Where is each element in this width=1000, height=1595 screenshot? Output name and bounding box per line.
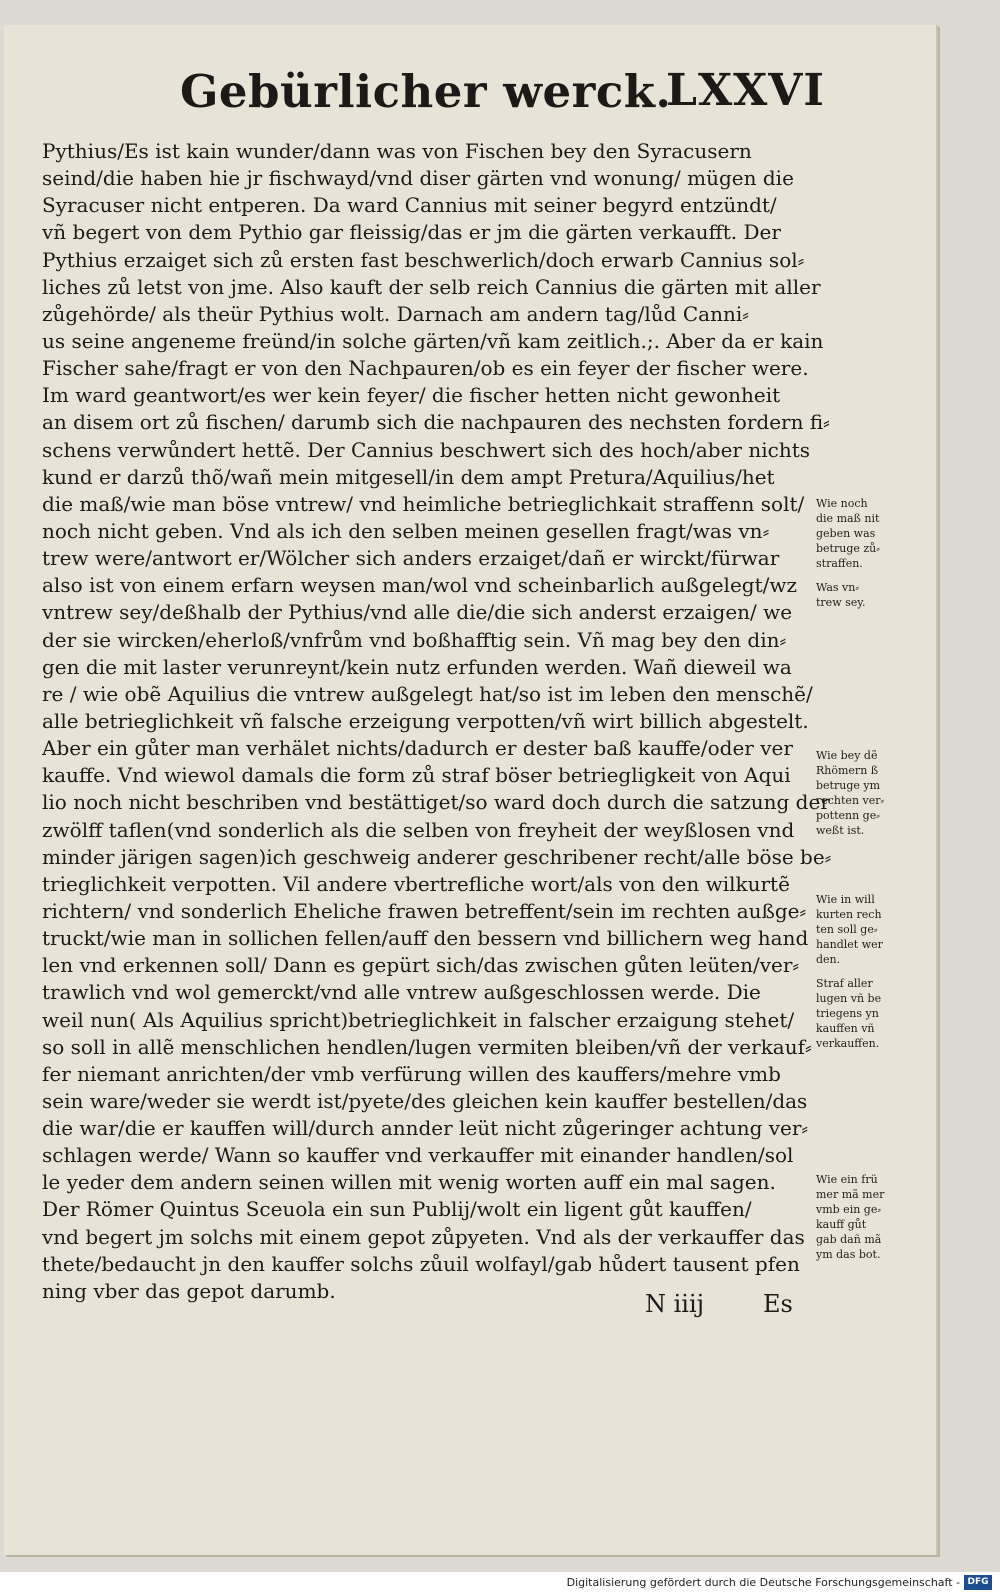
body-line: noch nicht geben. Vnd als ich den selben meinen gesellen fragt/was vn⸗ (42, 518, 770, 543)
body-line: gen die mit laster verunreynt/kein nutz erfunden werden. Wañ dieweil wa (42, 654, 792, 679)
body-line: thete/bedaucht jn den kauffer solchs zůuil wolfayl/gab hůdert tausent pfen (42, 1251, 800, 1276)
body-line: len vnd erkennen soll/ Dann es gepürt sich/das zwischen gůten leüten/ver⸗ (42, 953, 800, 978)
body-line: alle betrieglichkeit vñ falsche erzeigung verpotten/vñ wirt billich abgestelt. (42, 708, 809, 733)
body-line: Syracuser nicht entperen. Da ward Cannius mit seiner begyrd entzündt/ (42, 193, 777, 218)
body-line: Fischer sahe/fragt er von den Nachpauren/ob es ein feyer der fischer were. (42, 356, 809, 381)
body-line: weil nun( Als Aquilius spricht)betrieglichkeit in falscher erzaigung stehet/ (42, 1007, 795, 1032)
body-line: trawlich vnd wol gemerckt/vnd alle vntrew außgeschlossen werde. Die (42, 980, 761, 1005)
body-line: sein ware/weder sie werdt ist/pyete/des gleichen kein kauffer bestellen/das (42, 1088, 808, 1113)
body-line: Aber ein gůter man verhälet nichts/dadurch er dester baß kauffe/oder ver (42, 736, 793, 761)
body-line: trieglichkeit verpotten. Vil andere vbertrefliche wort/als von den wilkurtẽ (42, 871, 790, 896)
body-line: re / wie obẽ Aquilius die vntrew außgelegt hat/so ist im leben den menschẽ/ (42, 681, 813, 706)
body-line: so soll in allẽ menschlichen hendlen/lugen vermiten bleiben/vñ der verkauf⸗ (42, 1034, 812, 1059)
folio-number: LXXVI (666, 65, 825, 116)
body-line: der sie wircken/eherloß/vnfrům vnd boßhafftig sein. Vñ mag bey den din⸗ (42, 627, 787, 652)
body-line: truckt/wie man in sollichen fellen/auff den bessern vnd billichern weg hand (42, 926, 809, 951)
margin-note: Was vn⸗ trew sey. (816, 581, 866, 609)
body-line: minder järigen sagen)ich geschweig anderer geschribener recht/alle böse be⸗ (42, 844, 832, 869)
funding-credit: Digitalisierung gefördert durch die Deutsche Forschungsgemeinschaft - (566, 1576, 960, 1589)
body-line: us seine angeneme freünd/in solche gärten/vñ kam zeitlich.;. Aber da er kain (42, 328, 824, 353)
margin-note: Wie in will kurten rech ten soll ge⸗ handlet wer den. (816, 893, 883, 966)
body-line: liches zů letst von jme. Also kauft der selb reich Cannius die gärten mit aller (42, 274, 821, 299)
body-line: ning vber das gepot darumb. (42, 1278, 336, 1303)
body-line: zwölff taflen(vnd sonderlich als die selben von freyheit der weyßlosen vnd (42, 817, 795, 842)
digitization-footer (0, 1572, 1000, 1595)
body-text-block (42, 138, 832, 1305)
body-line: die war/die er kauffen will/durch annder leüt nicht zůgeringer achtung ver⸗ (42, 1116, 809, 1141)
body-line: vñ begert von dem Pythio gar fleissig/das er jm die gärten verkaufft. Der (42, 220, 781, 245)
body-line: an disem ort zů fischen/ darumb sich die nachpauren des nechsten fordern fi⸗ (42, 410, 830, 435)
body-line: Im ward geantwort/es wer kein feyer/ die fischer hetten nicht gewonheit (42, 383, 781, 408)
body-line: trew were/antwort er/Wölcher sich anders erzaiget/dañ er wirckt/fürwar (42, 546, 780, 571)
body-line: Pythius erzaiget sich zů ersten fast beschwerlich/doch erwarb Cannius sol⸗ (42, 247, 805, 272)
running-header-title: Gebürlicher werck. (180, 65, 672, 118)
body-line: kauffe. Vnd wiewol damals die form zů straf böser betriegligkeit von Aqui (42, 763, 791, 788)
margin-note: Wie noch die maß nit geben was betruge zů⸗ straffen. (816, 497, 880, 570)
body-line: also ist von einem erfarn weysen man/wol vnd scheinbarlich außgelegt/wz (42, 573, 798, 598)
body-line: le yeder dem andern seinen willen mit wenig worten auff ein mal sagen. (42, 1170, 776, 1195)
catchword: Es (763, 1290, 793, 1318)
body-line: vnd begert jm solchs mit einem gepot zůpyeten. Vnd als der verkauffer das (42, 1224, 805, 1249)
body-line: fer niemant anrichten/der vmb verfürung willen des kauffers/mehre vmb (42, 1061, 781, 1086)
body-line: seind/die haben hie jr fischwayd/vnd diser gärten vnd wonung/ mügen die (42, 166, 794, 191)
margin-note: Wie ein frü mer mã mer vmb ein ge⸗ kauff gůt gab dañ mã ym das bot. (816, 1173, 885, 1261)
body-line: kund er darzů thõ/wañ mein mitgesell/in dem ampt Pretura/Aquilius/het (42, 464, 775, 489)
body-line: richtern/ vnd sonderlich Eheliche frawen betreffent/sein im rechten außge⸗ (42, 898, 807, 923)
margin-note: Wie bey dẽ Rhömern ß betruge ym rechten ver⸗ pottenn ge⸗ weßt ist. (816, 749, 885, 837)
body-line: schlagen werde/ Wann so kauffer vnd verkauffer mit einander handlen/sol (42, 1143, 794, 1168)
dfg-logo[interactable]: DFG (964, 1575, 992, 1590)
body-line: lio noch nicht beschriben vnd bestättiget/so ward doch durch die satzung der (42, 790, 830, 815)
body-line: vntrew sey/deßhalb der Pythius/vnd alle die/die sich anderst erzaigen/ we (42, 600, 793, 625)
body-line: schens verwůndert hettẽ. Der Cannius beschwert sich des hoch/aber nichts (42, 437, 811, 462)
body-line: Der Römer Quintus Sceuola ein sun Publij/wolt ein ligent gůt kauffen/ (42, 1197, 752, 1222)
body-line: zůgehörde/ als theür Pythius wolt. Darnach am andern tag/lůd Canni⸗ (42, 301, 749, 326)
signature-mark: N iiij (645, 1290, 705, 1318)
margin-note: Straf aller lugen vñ be triegens yn kauffen vñ verkauffen. (816, 977, 882, 1050)
body-line: Pythius/Es ist kain wunder/dann was von Fischen bey den Syracusern (42, 139, 752, 163)
body-line: die maß/wie man böse vntrew/ vnd heimliche betrieglichkait straffenn solt/ (42, 491, 805, 516)
